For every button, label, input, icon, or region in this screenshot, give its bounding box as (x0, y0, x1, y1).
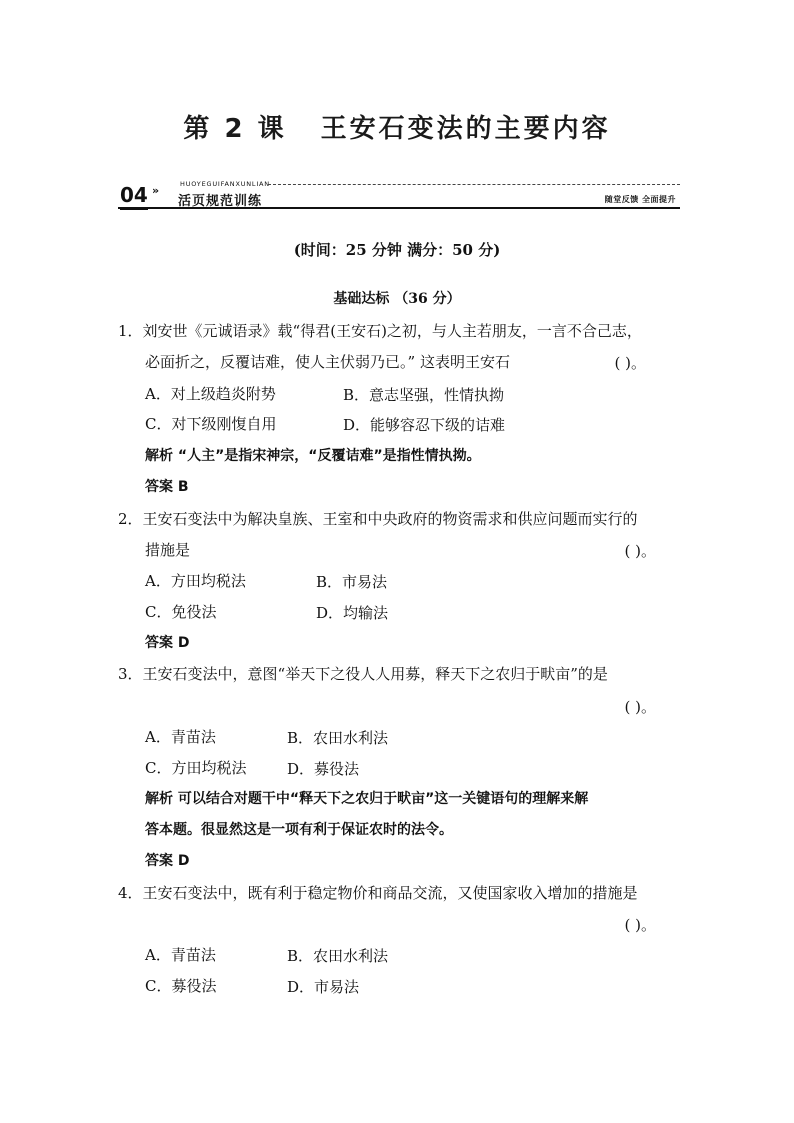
q1-stem-line2: 必面折之，反覆诘难，使人主伏弱乃已。” 这表明王安石 (145, 353, 510, 371)
q3-stem-line1: 3．王安石变法中，意图“举天下之役人人用募，释天下之农归于畎亩”的是 (118, 665, 608, 683)
q1-option-c: C．对下级刚愎自用 (145, 415, 277, 433)
banner-rule (118, 207, 680, 209)
q2-answer: 答案 D (145, 635, 190, 651)
q2-option-c: C．免役法 (145, 603, 217, 621)
q3-option-d: D．募役法 (287, 760, 360, 778)
section-number: 04 (120, 183, 148, 210)
q2-answer-blank: ( )。 (624, 542, 656, 560)
q4-option-a: A．青苗法 (145, 946, 216, 964)
section-subtitle: 基础达标 （36 分） (333, 291, 461, 307)
q3-answer-blank: ( )。 (624, 698, 656, 716)
q1-option-a: A．对上级趋炎附势 (145, 385, 276, 403)
q4-stem-line1: 4．王安石变法中，既有利于稳定物价和商品交流，又使国家收入增加的措施是 (118, 884, 638, 902)
q1-answer-blank: ( )。 (614, 354, 646, 372)
q3-option-a: A．青苗法 (145, 728, 216, 746)
q1-analysis: 解析 “人主”是指宋神宗，“反覆诘难”是指性情执拗。 (145, 448, 481, 464)
chevron-icon: » (152, 184, 160, 197)
section-pinyin: HUOYEGUIFANXUNLIAN (180, 180, 270, 188)
q1-answer: 答案 B (145, 479, 189, 495)
section-name: 活页规范训练 (178, 194, 263, 209)
q3-option-c: C．方田均税法 (145, 759, 247, 777)
q2-option-d: D．均输法 (316, 604, 389, 622)
section-banner (118, 180, 680, 210)
q2-stem-line1: 2．王安石变法中为解决皇族、王室和中央政府的物资需求和供应问题而实行的 (118, 510, 638, 528)
lesson-name: 王安石变法的主要内容 (320, 114, 611, 144)
lesson-title (0, 108, 794, 145)
lesson-number: 第 2 课 (183, 114, 287, 144)
dotted-divider (268, 184, 680, 185)
q3-option-b: B．农田水利法 (287, 729, 389, 747)
q4-answer-blank: ( )。 (624, 916, 656, 934)
section-tagline: 随堂反馈 全面提升 (604, 195, 676, 204)
q3-analysis-line2: 答本题。很显然这是一项有利于保证农时的法令。 (145, 822, 453, 838)
q4-option-d: D．市易法 (287, 978, 360, 996)
q2-stem-line2: 措施是 (145, 541, 191, 559)
q2-option-b: B．市易法 (316, 573, 388, 591)
time-info: (时间：25 分钟 满分：50 分) (293, 241, 501, 259)
q4-option-c: C．募役法 (145, 977, 217, 995)
q1-stem-line1: 1．刘安世《元诚语录》载“得君(王安石)之初，与人主若朋友，一言不合己志， (118, 322, 642, 340)
q3-answer: 答案 D (145, 853, 190, 869)
q2-option-a: A．方田均税法 (145, 572, 246, 590)
q1-option-b: B．意志坚强，性情执拗 (343, 386, 505, 404)
q1-option-d: D．能够容忍下级的诘难 (343, 416, 506, 434)
q3-analysis-line1: 解析 可以结合对题干中“释天下之农归于畎亩”这一关键语句的理解来解 (145, 791, 589, 807)
q4-option-b: B．农田水利法 (287, 947, 389, 965)
